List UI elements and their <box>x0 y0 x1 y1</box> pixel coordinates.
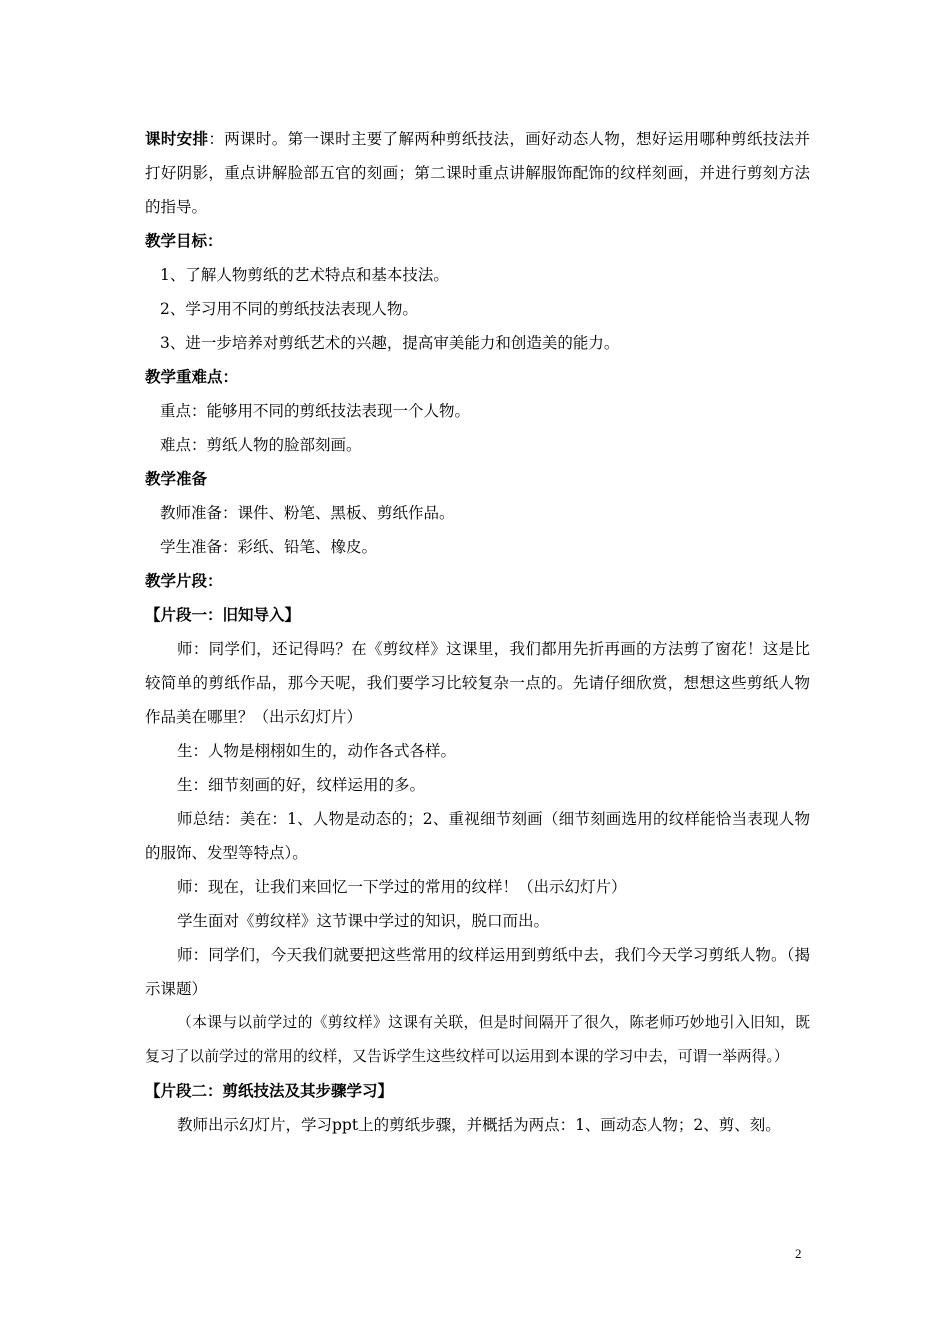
page-content <box>145 122 810 1142</box>
keypoints-heading: 教学重难点： <box>145 367 239 386</box>
prep-item: 教师准备：课件、粉笔、黑板、剪纸作品。 <box>160 504 455 522</box>
schedule-text: ：两课时。第一课时主要了解两种剪纸技法，画好动态人物，想好运用哪种剪纸技法并打好阴影，重点讲解脸部五官的刻画；第二课时重点讲解服饰配饰的纹样刻画，并进行剪刻方法的指导。 <box>145 130 810 216</box>
goal-item: 3、进一步培养对剪纸艺术的兴趣，提高审美能力和创造美的能力。 <box>160 334 620 352</box>
schedule-label: 课时安排 <box>145 129 209 148</box>
dialogue-paragraph: 师：现在，让我们来回忆一下学过的常用的纹样！（出示幻灯片） <box>177 878 627 896</box>
commentary-note: （本课与以前学过的《剪纹样》这课有关联，但是时间隔开了很久，陈老师巧妙地引入旧知，既复习了以前学过的常用的纹样，又告诉学生这些纹样可以运用到本课的学习中去，可谓一举两得。） <box>145 1014 810 1065</box>
prep-heading: 教学准备 <box>145 469 208 488</box>
keypoint-item: 重点：能够用不同的剪纸技法表现一个人物。 <box>160 402 471 420</box>
dialogue-paragraph: 师：同学们，今天我们就要把这些常用的纹样运用到剪纸中去，我们今天学习剪纸人物。（揭示课题） <box>145 946 810 998</box>
goal-item: 1、了解人物剪纸的艺术特点和基本技法。 <box>160 266 449 284</box>
dialogue-paragraph: 学生面对《剪纹样》这节课中学过的知识，脱口而出。 <box>177 912 550 930</box>
dialogue-paragraph: 教师出示幻灯片，学习ppt上的剪纸步骤，并概括为两点：1、画动态人物；2、剪、刻。 <box>177 1116 781 1134</box>
dialogue-paragraph: 生：人物是栩栩如生的，动作各式各样。 <box>177 742 457 760</box>
goals-heading: 教学目标： <box>145 231 223 250</box>
segment1-title: 【片段一：旧知导入】 <box>145 605 301 624</box>
page-number: 2 <box>795 1246 802 1261</box>
dialogue-paragraph: 师总结：美在：1、人物是动态的；2、重视细节刻画（细节刻画选用的纹样能恰当表现人物的服饰、发型等特点）。 <box>145 810 810 862</box>
schedule-paragraph <box>145 122 810 224</box>
dialogue-paragraph: 师：同学们，还记得吗？在《剪纹样》这课里，我们都用先折再画的方法剪了窗花！这是比较简单的剪纸作品，那今天呢，我们要学习比较复杂一点的。先请仔细欣赏，想想这些剪纸人物作品美在哪里？（出示幻灯片） <box>145 640 810 726</box>
segment2-title: 【片段二：剪纸技法及其步骤学习】 <box>145 1081 394 1100</box>
prep-item: 学生准备：彩纸、铅笔、橡皮。 <box>160 538 378 556</box>
keypoint-item: 难点：剪纸人物的脸部刻画。 <box>160 436 362 454</box>
segments-heading: 教学片段： <box>145 571 223 590</box>
dialogue-paragraph: 生：细节刻画的好，纹样运用的多。 <box>177 776 426 794</box>
goal-item: 2、学习用不同的剪纸技法表现人物。 <box>160 300 418 318</box>
